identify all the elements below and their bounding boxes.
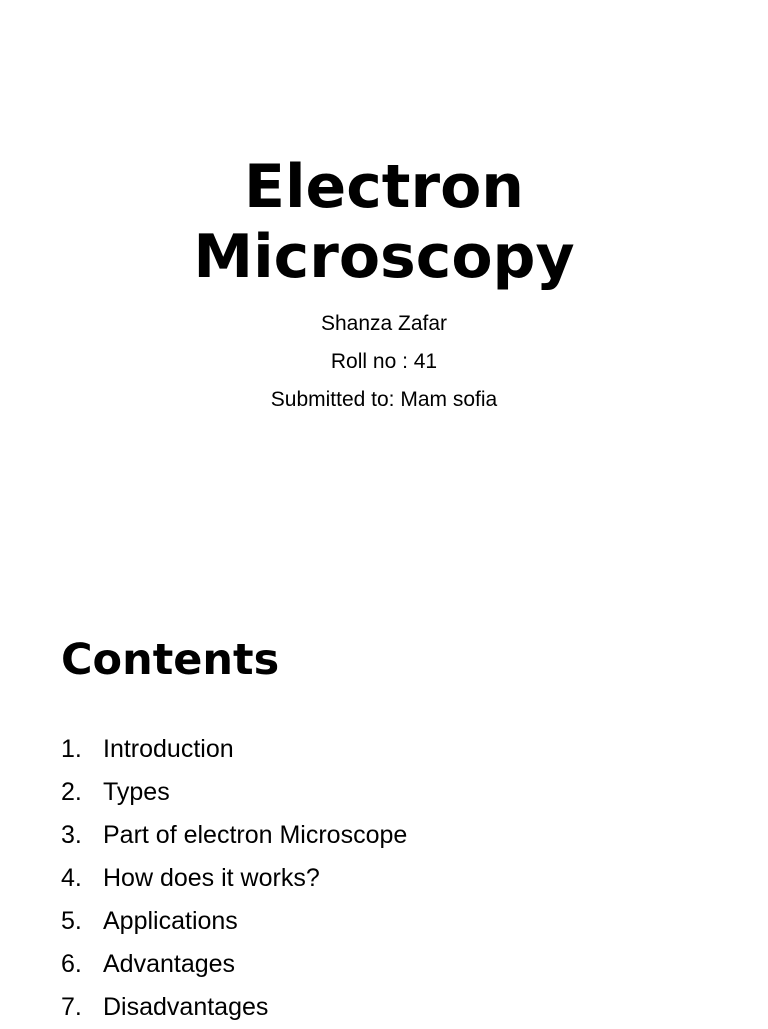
subtitle-block	[0, 305, 768, 419]
list-item-text: Applications	[103, 907, 238, 935]
list-item-number: 5.	[61, 907, 82, 935]
list-item	[61, 986, 407, 1029]
list-item-number: 6.	[61, 950, 82, 978]
list-item	[61, 728, 407, 771]
list-item	[61, 857, 407, 900]
slide-title	[0, 152, 768, 292]
list-item-number: 4.	[61, 864, 82, 892]
list-item	[61, 814, 407, 857]
list-item-text: Advantages	[103, 950, 236, 978]
author-name: Shanza Zafar	[320, 312, 448, 335]
list-item-number: 2.	[61, 778, 82, 806]
list-item-text: Types	[103, 778, 170, 806]
list-item-text: Disadvantages	[103, 993, 269, 1021]
title-line-1: Electron	[243, 152, 525, 222]
list-item-text: How does it works?	[103, 864, 320, 892]
list-item	[61, 900, 407, 943]
contents-heading: Contents	[61, 635, 280, 685]
list-item	[61, 943, 407, 986]
roll-number: Roll no : 41	[330, 350, 438, 373]
list-item-number: 1.	[61, 735, 82, 763]
list-item-text: Part of electron Microscope	[103, 821, 408, 849]
title-line-2: Microscopy	[193, 222, 575, 292]
list-item-text: Introduction	[103, 735, 234, 763]
contents-slide	[0, 576, 768, 1024]
list-item	[61, 771, 407, 814]
submitted-to: Submitted to: Mam sofia	[270, 388, 498, 411]
list-item-number: 7.	[61, 993, 82, 1021]
list-item-number: 3.	[61, 821, 82, 849]
contents-list	[61, 728, 407, 1029]
